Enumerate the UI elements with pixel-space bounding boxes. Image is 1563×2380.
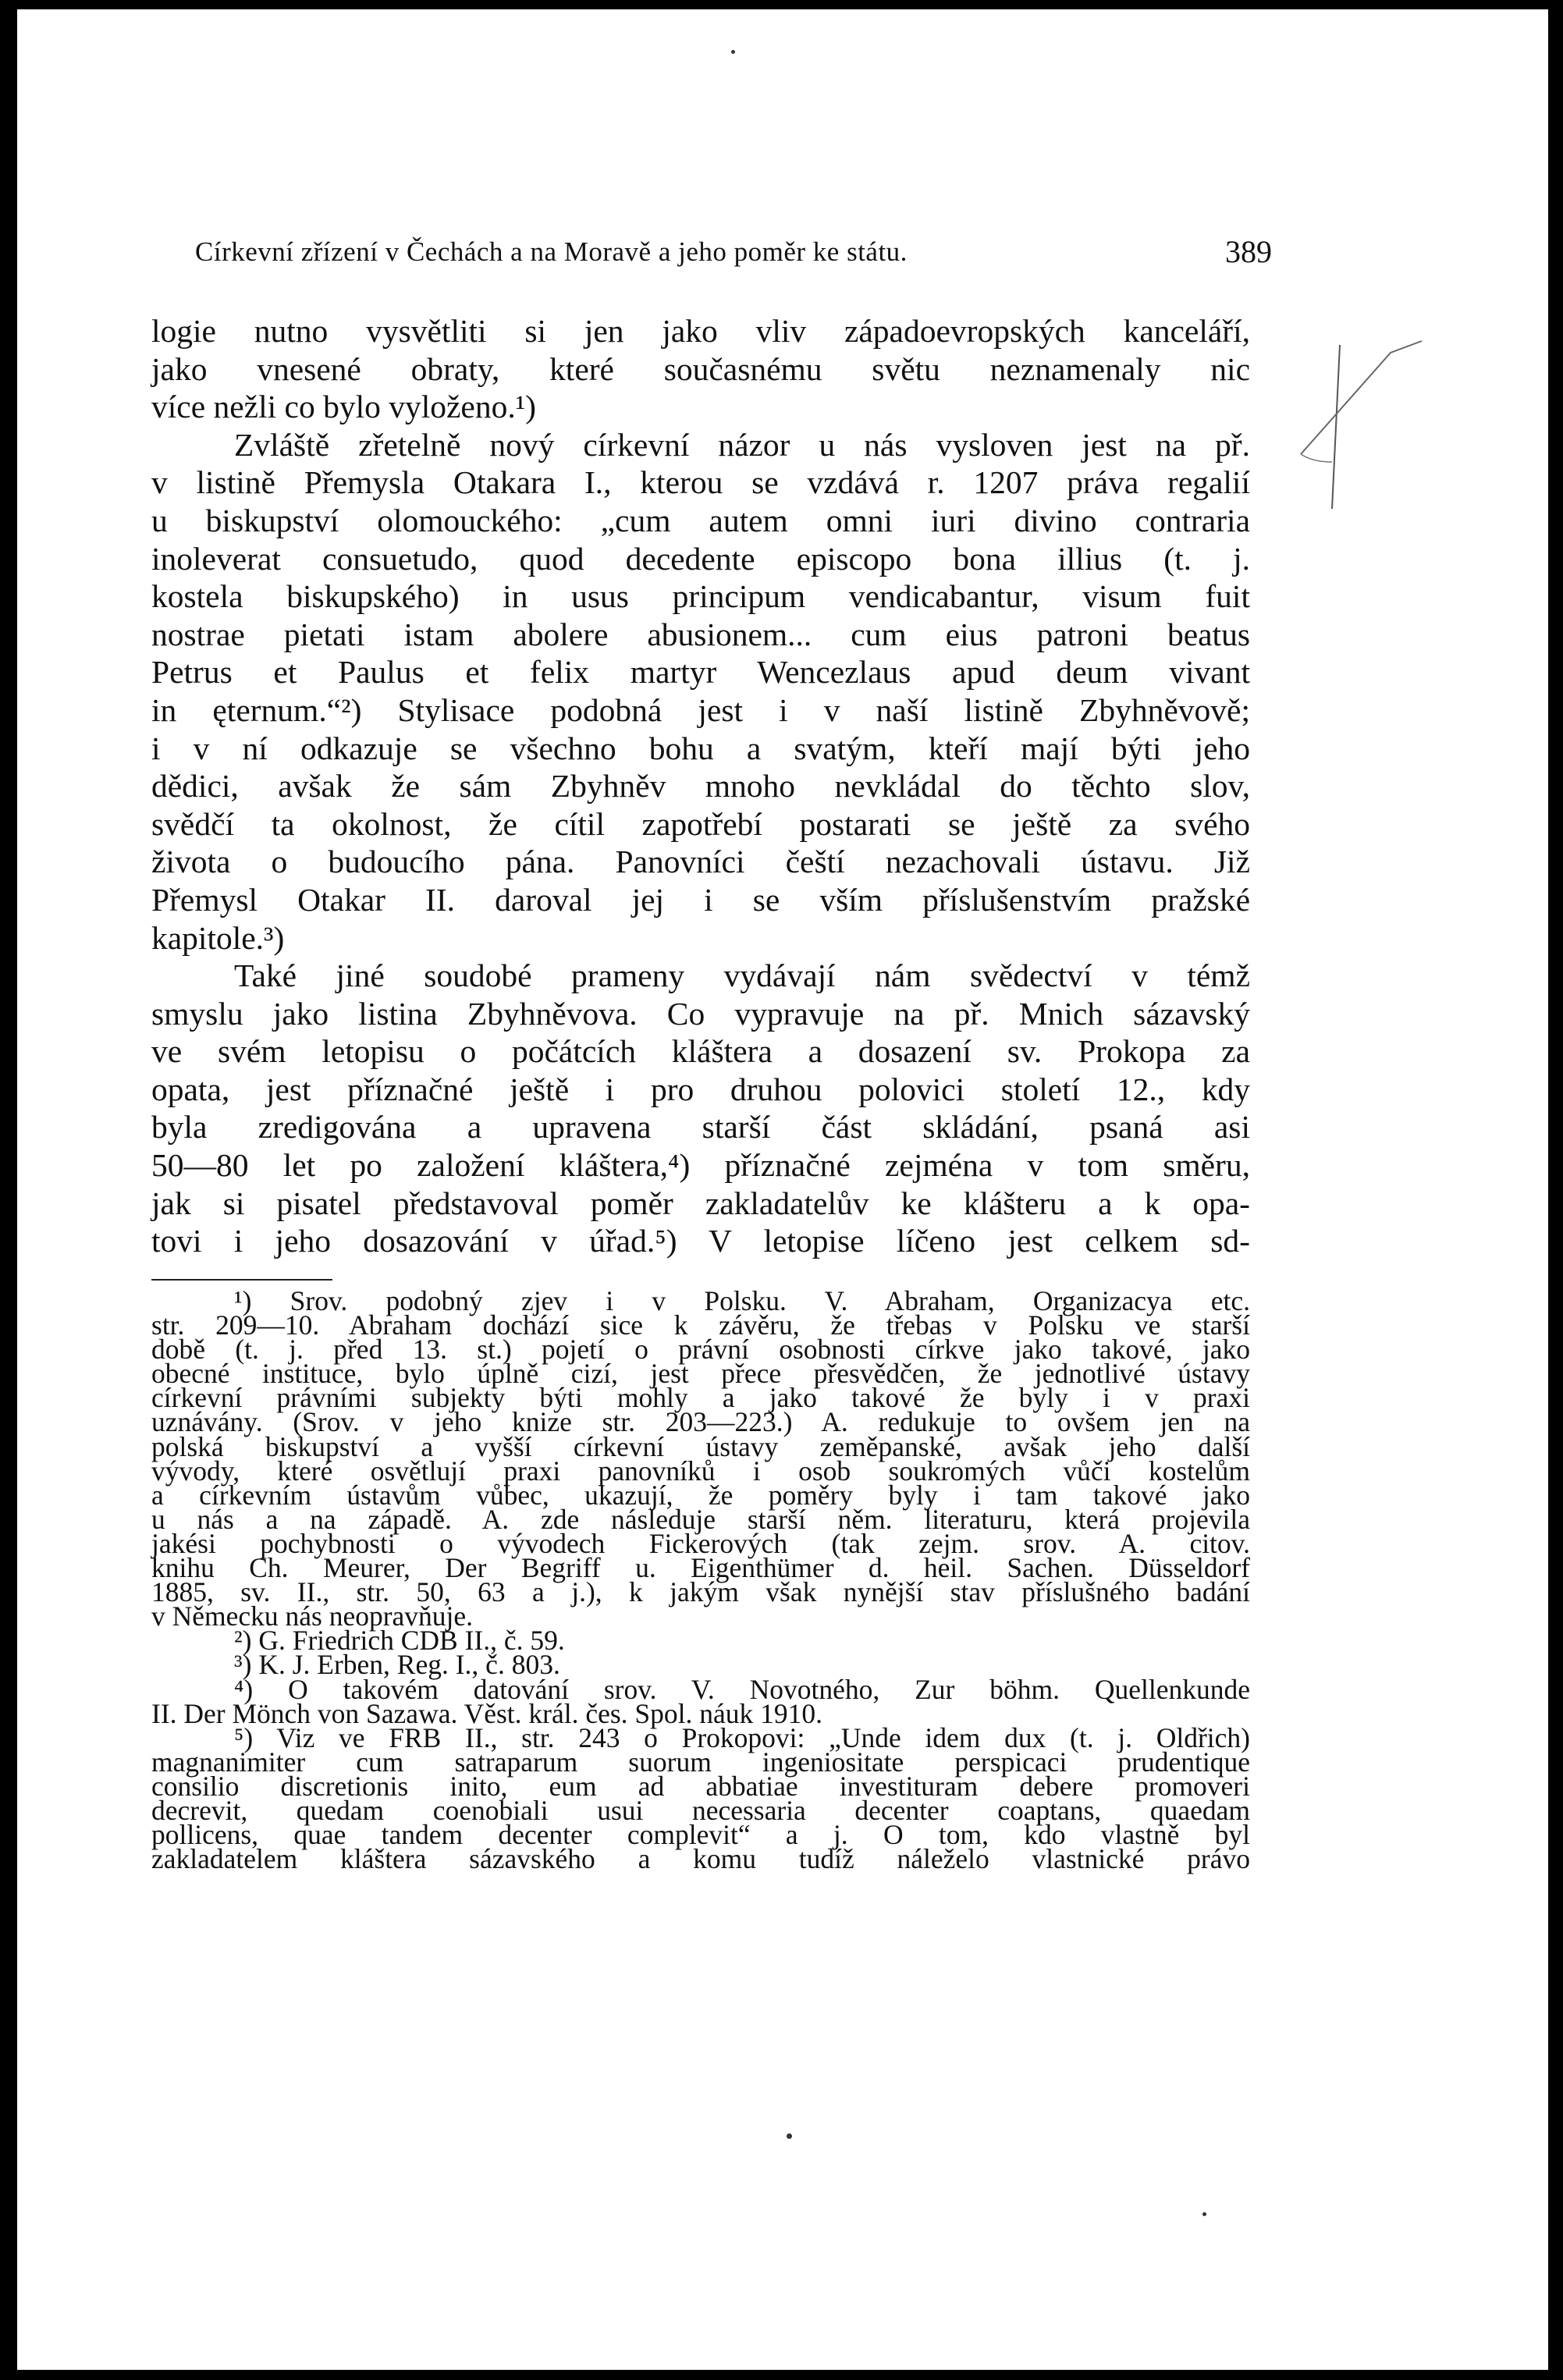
- footnote-line: 1885, sv. II., str. 50, 63 a j.), k jakým však nynější stav příslušného badání: [151, 1576, 1250, 1608]
- body-line: života o budoucího pána. Panovníci čeští nezachovali ústavu. Již: [151, 844, 1250, 880]
- body-line: Zvláště zřetelně nový církevní názor u nás vysloven jest na př.: [234, 426, 1250, 463]
- print-speck: [787, 2133, 792, 2139]
- footnote-line: u nás a na západě. A. zde následuje starší něm. literaturu, která projevila: [151, 1503, 1250, 1535]
- body-line: ve svém letopisu o počátcích kláštera a dosazení sv. Prokopa za: [151, 1033, 1250, 1070]
- body-line: jak si pisatel představoval poměr zakladatelův ke klášteru a k opa-: [151, 1185, 1250, 1221]
- footnote-line: II. Der Mönch von Sazawa. Věst. král. čes. Spol. náuk 1910.: [151, 1697, 823, 1729]
- page-number: 389: [1225, 234, 1272, 269]
- body-line: 50—80 let po založení kláštera,⁴) příznačné zejména v tom směru,: [151, 1147, 1250, 1184]
- print-speck: [1202, 2212, 1206, 2216]
- body-line: Přemysl Otakar II. daroval jej i se vším příslušenstvím pražské: [151, 881, 1250, 918]
- body-line: více nežli co bylo vyloženo.¹): [151, 389, 536, 425]
- body-line: kostela biskupského) in usus principum vendicabantur, visum fuit: [151, 578, 1250, 615]
- footnote-line: ⁴) O takovém datování srov. V. Novotného, Zur böhm. Quellenkunde: [234, 1673, 1250, 1705]
- footnote-line: zakladatelem kláštera sázavského a komu tudíž náleželo vlastnické právo: [151, 1843, 1250, 1875]
- footnote-line: vývody, které osvětlují praxi panovníků i osob soukromých vůči kostelům: [151, 1455, 1250, 1487]
- footnote-line: jakési pochybnosti o vývodech Fickerových (tak zejm. srov. A. citov.: [151, 1527, 1250, 1559]
- body-line: logie nutno vysvětliti si jen jako vliv západoevropských kanceláří,: [151, 313, 1250, 349]
- running-header: [195, 230, 1272, 274]
- footnote-line: polská biskupství a vyšší církevní ústavy zeměpanské, avšak jeho další: [151, 1430, 1250, 1462]
- body-line: Petrus et Paulus et felix martyr Wencezlaus apud deum vivant: [151, 654, 1250, 691]
- book-page: [17, 9, 1548, 2370]
- footnote-line: církevní právními subjekty býti mohly a jako takové že byly i v praxi: [151, 1382, 1250, 1414]
- body-line: byla zredigována a upravena starší část skládání, psaná asi: [151, 1109, 1250, 1146]
- body-line: jako vnesené obraty, které současnému světu neznamenaly nic: [151, 350, 1250, 387]
- footnote-line: ³) K. J. Erben, Reg. I., č. 803.: [234, 1649, 560, 1681]
- footnote-line: a církevním ústavům vůbec, ukazují, že poměry byly i tam takové jako: [151, 1479, 1250, 1511]
- body-line: u biskupství olomouckého: „cum autem omni iuri divino contraria: [151, 502, 1250, 538]
- header-title: Církevní zřízení v Čechách a na Moravě a jeho poměr ke státu.: [195, 236, 908, 267]
- footnote-line: uznávány. (Srov. v jeho knize str. 203—223.) A. redukuje to ovšem jen na: [151, 1406, 1250, 1438]
- body-line: inoleverat consuetudo, quod decedente episcopo bona illius (t. j.: [151, 540, 1250, 577]
- footnote-line: obecné instituce, bylo úplně cizí, jest přece přesvědčen, že jednotlivé ústavy: [151, 1358, 1250, 1390]
- body-line: Také jiné soudobé prameny vydávají nám svědectví v témž: [234, 957, 1250, 994]
- footnote-line: str. 209—10. Abraham dochází sice k závěru, že třebas v Polsku ve starší: [151, 1309, 1250, 1341]
- footnote-line: ¹) Srov. podobný zjev i v Polsku. V. Abraham, Organizacya etc.: [234, 1285, 1250, 1316]
- body-line: opata, jest příznačné ještě i pro druhou polovici století 12., kdy: [151, 1071, 1250, 1107]
- body-line: nostrae pietati istam abolere abusionem... cum eius patroni beatus: [151, 616, 1250, 652]
- body-text: [151, 312, 1250, 1260]
- footnote-line: ²) G. Friedrich CDB II., č. 59.: [234, 1625, 565, 1657]
- footnote-line: pollicens, quae tandem decenter complevit“ a j. O tom, kdo vlastně byl: [151, 1819, 1250, 1851]
- body-line: tovi i jeho dosazování v úřad.⁵) V letopise líčeno jest celkem sd-: [151, 1223, 1250, 1259]
- body-line: kapitole.³): [151, 919, 285, 956]
- body-line: v listině Přemysla Otakara I., kterou se vzdává r. 1207 práva regalií: [151, 464, 1250, 501]
- body-line: in ęternum.“²) Stylisace podobná jest i v naší listině Zbyhněvově;: [151, 691, 1250, 728]
- body-line: smyslu jako listina Zbyhněvova. Co vypravuje na př. Mnich sázavský: [151, 995, 1250, 1032]
- print-speck: [731, 50, 735, 54]
- pencil-margin-mark: [1297, 337, 1430, 556]
- footnote-line: době (t. j. před 13. st.) pojetí o právní osobnosti církve jako takové, jako: [151, 1334, 1250, 1366]
- footnote-line: magnanimiter cum satraparum suorum ingeniositate perspicaci prudentique: [151, 1746, 1250, 1778]
- footnotes: [151, 1285, 1250, 1875]
- body-line: i v ní odkazuje se všechno bohu a svatým, kteří mají býti jeho: [151, 730, 1250, 766]
- footnote-line: ⁵) Viz ve FRB II., str. 243 o Prokopovi: „Unde idem dux (t. j. Oldřich): [234, 1721, 1250, 1753]
- footnote-line: knihu Ch. Meurer, Der Begriff u. Eigenthümer d. heil. Sachen. Düsseldorf: [151, 1552, 1250, 1584]
- footnote-line: decrevit, quedam coenobiali usui necessaria decenter coaptans, quaedam: [151, 1794, 1250, 1826]
- footnote-divider: [151, 1279, 332, 1281]
- body-line: svědčí ta okolnost, že cítil zapotřebí postarati se ještě za svého: [151, 805, 1250, 842]
- body-line: dědici, avšak že sám Zbyhněv mnoho nevkládal do těchto slov,: [151, 768, 1250, 805]
- footnote-line: consilio discretionis inito, eum ad abbatiae investituram debere promoveri: [151, 1770, 1250, 1802]
- footnote-line: v Německu nás neopravňuje.: [151, 1600, 474, 1632]
